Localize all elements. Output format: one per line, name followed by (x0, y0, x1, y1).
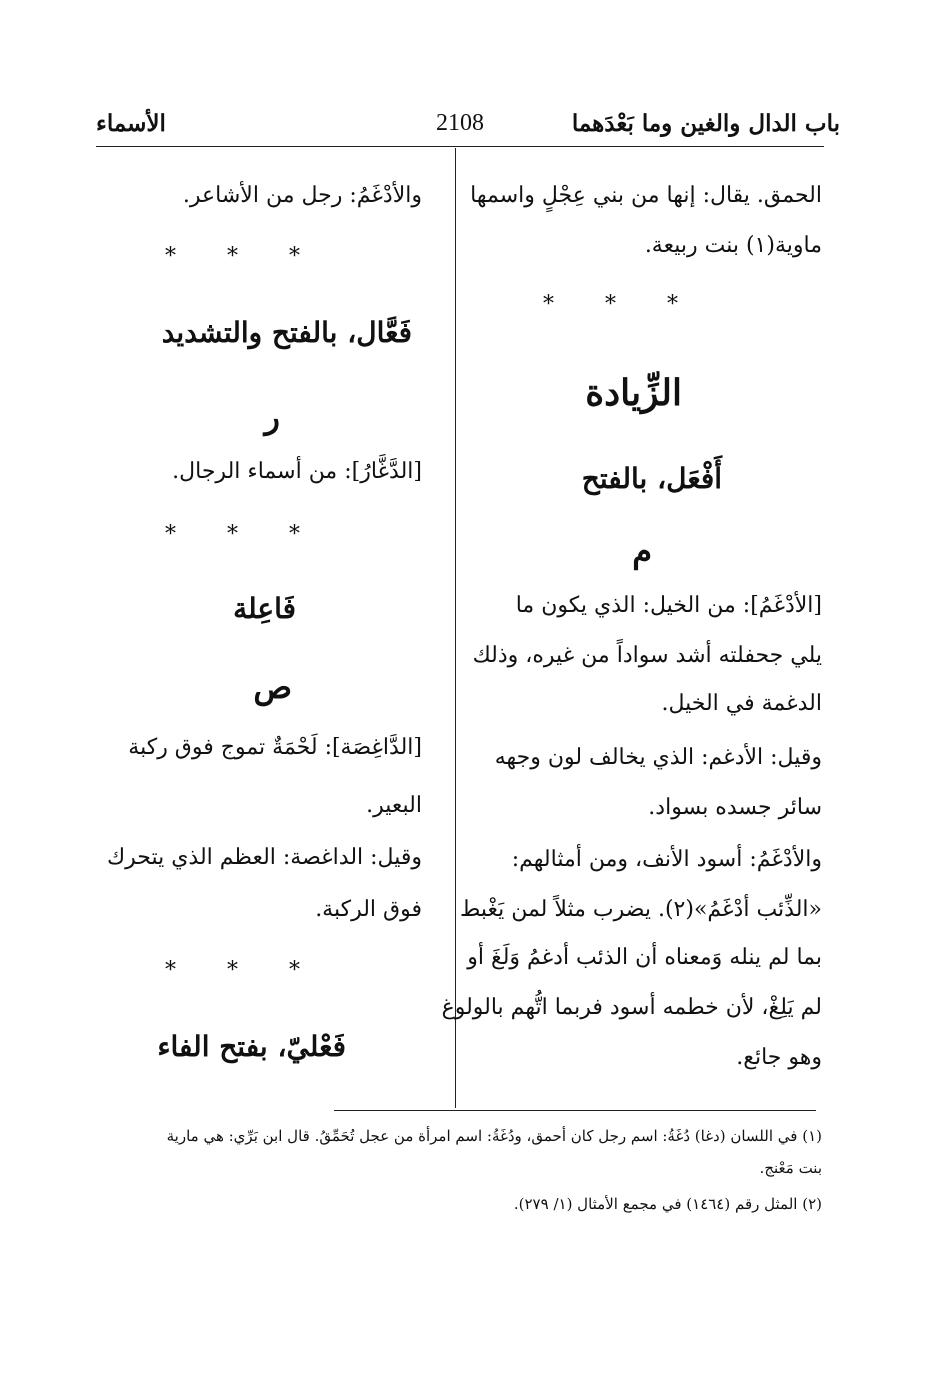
left-paragraph-2-line-1: [الدَّغَّارُ]: من أسماء الرجال. (172, 459, 422, 484)
heading-fali: فَعْليّ، بفتح الفاء (157, 1030, 346, 1063)
right-paragraph-2-line-3: الدغمة في الخيل. (661, 691, 822, 716)
section-separator: * * * (165, 522, 322, 547)
letter-heading-mim: م (632, 532, 652, 570)
heading-faila: فَاعِلة (233, 592, 296, 625)
section-separator: * * * (165, 244, 322, 269)
left-paragraph-4-line-1: وقيل: الداغصة: العظم الذي يتحرك (106, 845, 422, 870)
column-divider (455, 148, 456, 1108)
footnote-rule (334, 1110, 816, 1111)
chapter-title: باب الدال والغين وما بَعْدَهما (571, 110, 840, 137)
heading-ziyada: الزِّيادة (585, 372, 682, 414)
left-paragraph-3-line-2: البعير. (366, 793, 422, 818)
right-paragraph-3-line-2: سائر جسده بسواد. (648, 795, 822, 820)
section-separator: * * * (165, 958, 322, 983)
page-number: 2108 (436, 110, 484, 136)
letter-heading-sad: ص (253, 668, 292, 706)
footnote-1-line-1: (١) في اللسان (دغا) دُغَةُ: اسم رجل كان أحمق، ودُغَةُ: اسم امرأة من عجل تُحَمِّقُ. قال ابن بَرِّي: هي مارية (166, 1127, 822, 1145)
header-rule (96, 146, 824, 147)
right-paragraph-1-line-2: ماوية(١) بنت ربيعة. (644, 233, 822, 258)
left-paragraph-1-line-1: والأدْغَمُ: رجل من الأشاعر. (182, 183, 422, 208)
left-paragraph-4-line-2: فوق الركبة. (315, 897, 422, 922)
heading-afal: أَفْعَل، بالفتح (581, 462, 722, 495)
right-paragraph-4-line-5: وهو جائع. (736, 1045, 822, 1070)
section-separator: * * * (543, 292, 700, 317)
right-paragraph-2-line-1: [الأدْغَمُ]: من الخيل: الذي يكون ما (515, 593, 822, 618)
right-paragraph-4-line-2: «الذِّئب أدْغَمُ»(٢). يضرب مثلاً لمن يَغْبط (459, 897, 822, 922)
section-title: الأسماء (96, 110, 166, 137)
right-paragraph-1-line-1: الحمق. يقال: إنها من بني عِجْلٍ واسمها (470, 183, 822, 208)
right-paragraph-4-line-3: بما لم ينله وَمعناه أن الذئب أدغمُ وَلَغَ أو (467, 945, 822, 970)
right-paragraph-4-line-4: لم يَلِغْ، لأن خطمه أسود فربما اتُّهم بالولوغ (441, 995, 822, 1020)
right-paragraph-2-line-2: يلي جحفلته أشد سواداً من غيره، وذلك (472, 643, 822, 668)
footnote-2-line-1: (٢) المثل رقم (١٤٦٤) في مجمع الأمثال (١/ ٢٧٩). (513, 1195, 822, 1213)
left-paragraph-3-line-1: [الدَّاغِصَة]: لَحْمَةٌ تموج فوق ركبة (128, 735, 422, 760)
letter-heading-ra: ر (264, 398, 280, 436)
right-paragraph-4-line-1: والأدْغَمُ: أسود الأنف، ومن أمثالهم: (511, 847, 822, 872)
right-paragraph-3-line-1: وقيل: الأدغم: الذي يخالف لون وجهه (494, 745, 822, 770)
footnote-1-line-2: بنت مَعْنج. (759, 1159, 822, 1177)
heading-faal: فَعَّال، بالفتح والتشديد (161, 316, 412, 349)
